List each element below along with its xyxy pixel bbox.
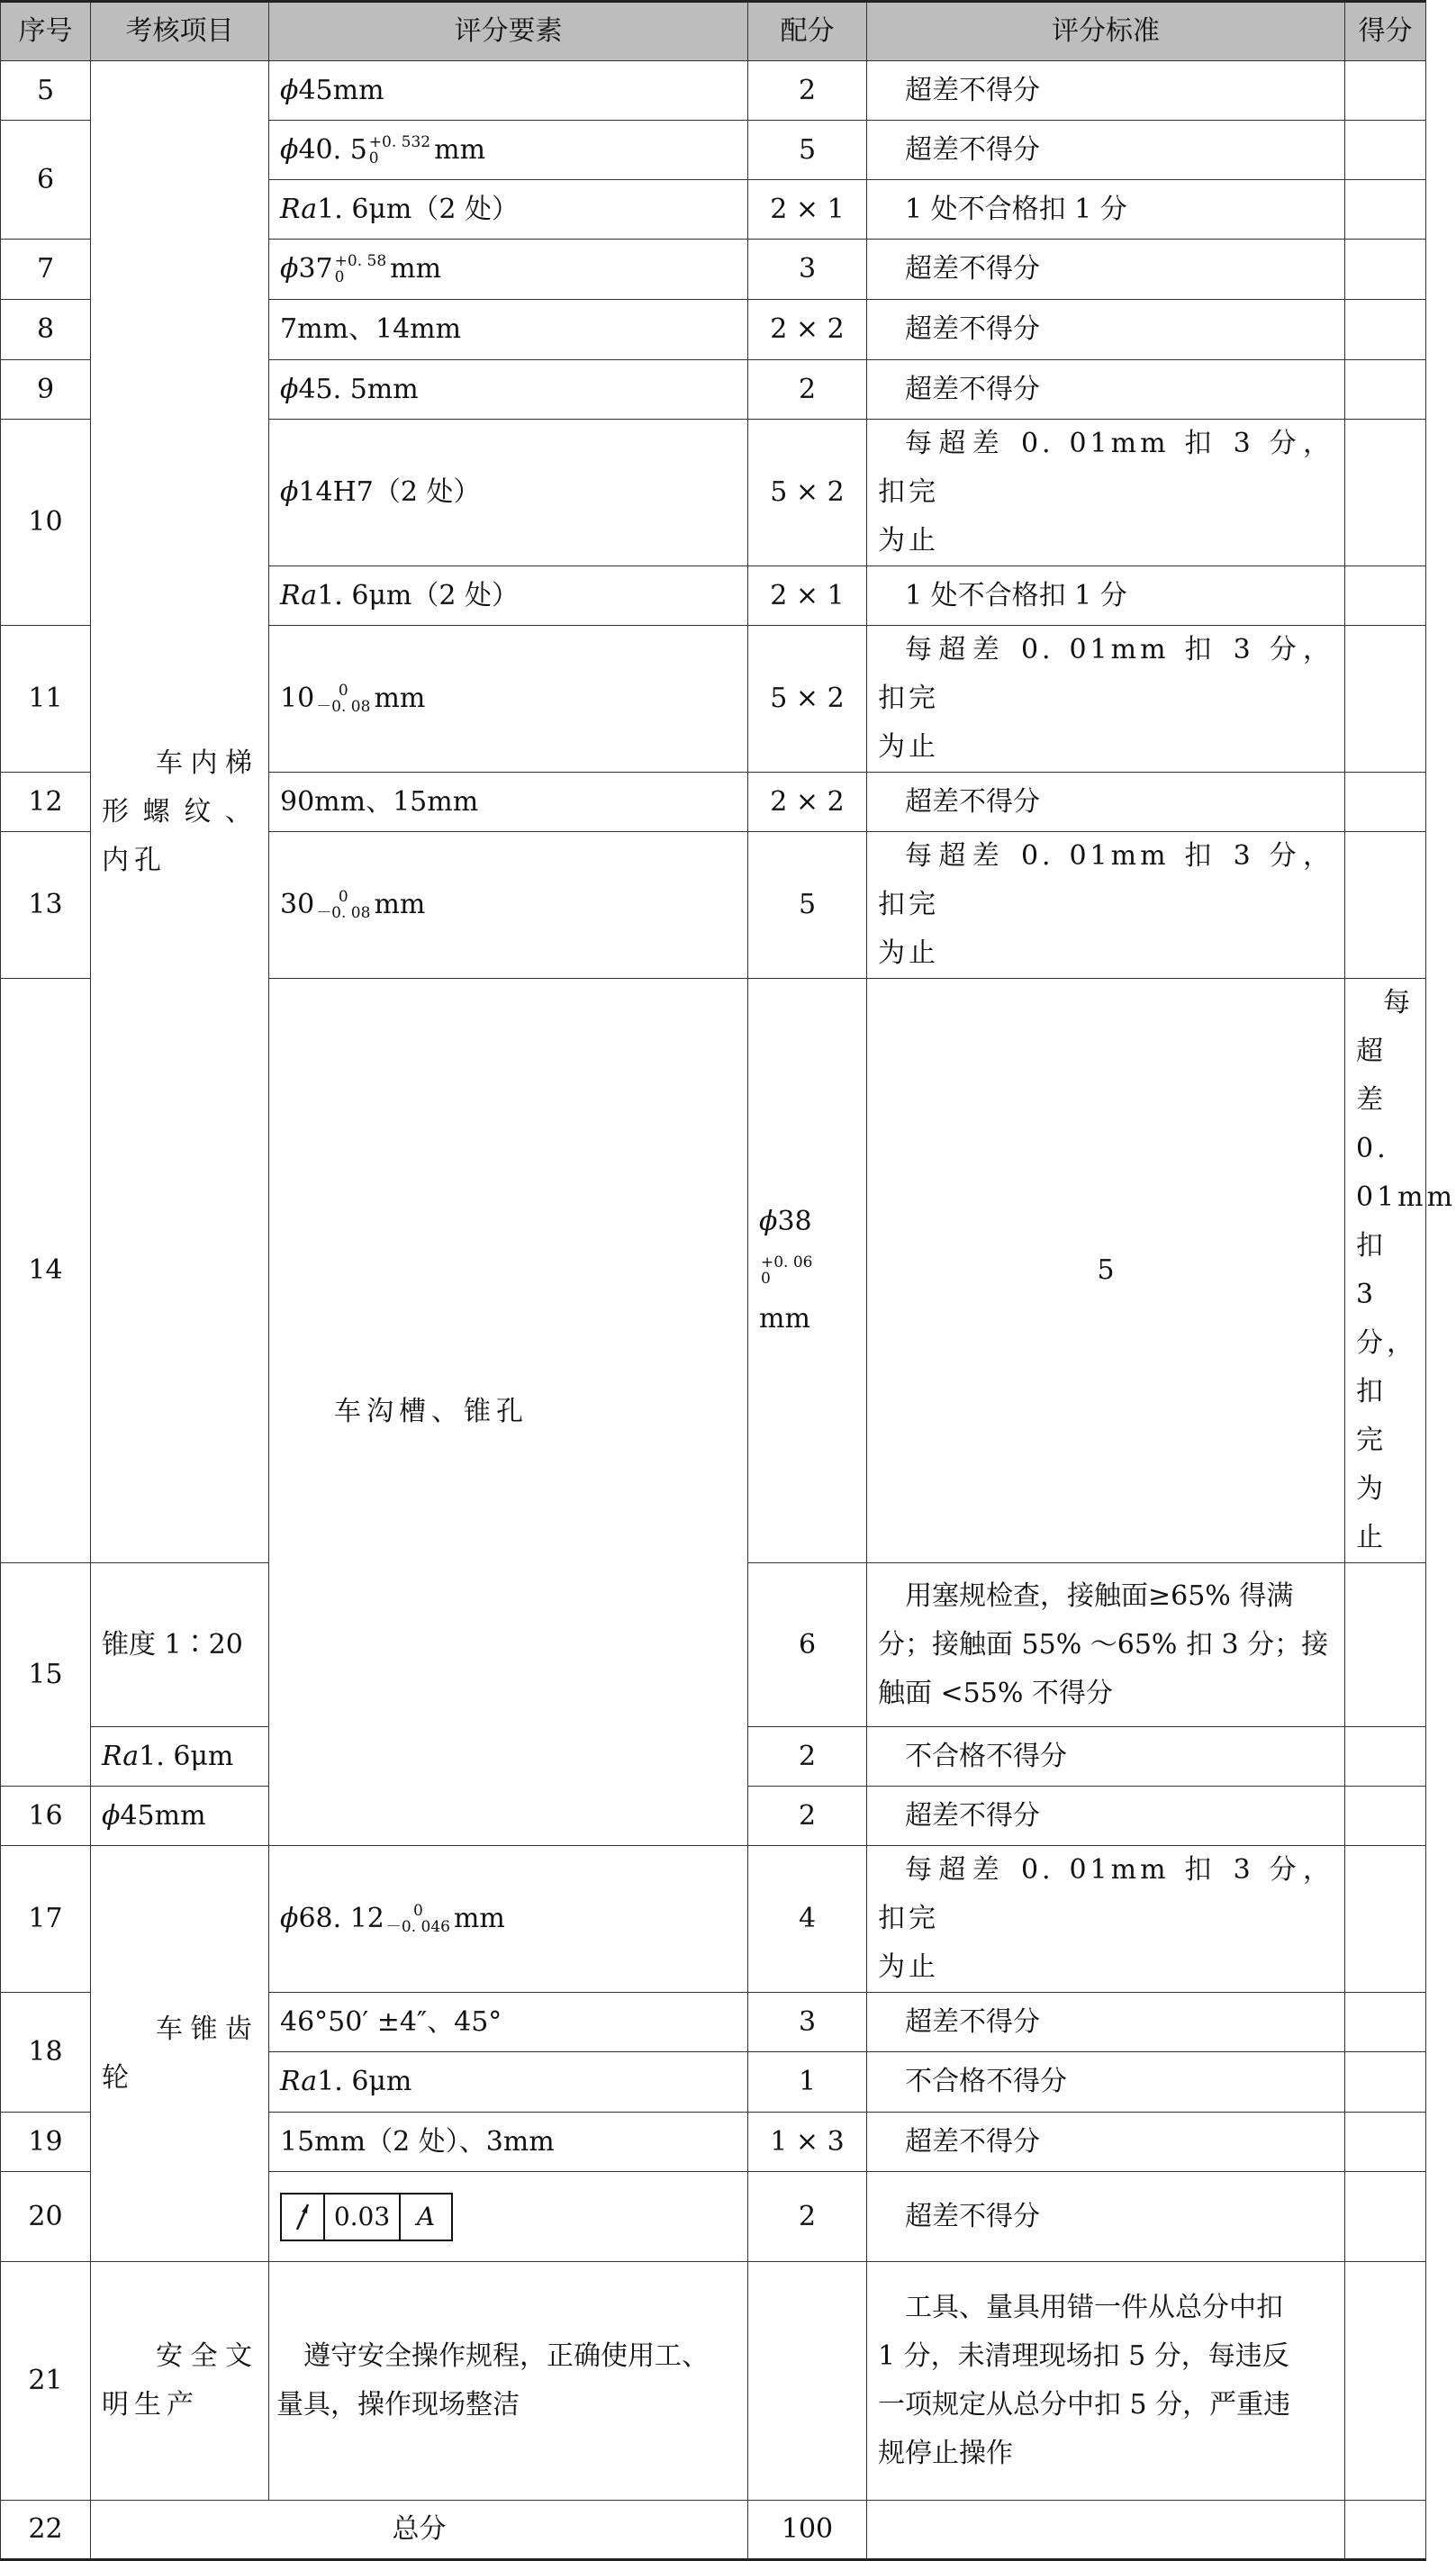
header-row xyxy=(1,2,1426,61)
dimension-text: 45. 5mm xyxy=(298,373,419,405)
points-cell: 2 xyxy=(748,61,867,121)
seq-cell: 11 xyxy=(1,626,91,773)
score-cell[interactable] xyxy=(1345,2172,1426,2262)
criteria-cell: 超差不得分 xyxy=(867,240,1345,300)
element-cell xyxy=(269,420,748,566)
score-cell[interactable] xyxy=(1345,1846,1426,1993)
element-cell: 15mm（2 处）、3mm xyxy=(269,2113,748,2172)
seq-cell: 7 xyxy=(1,240,91,300)
points-cell: 5 xyxy=(748,832,867,979)
project-cell-groove xyxy=(269,979,748,1846)
seq-cell: 22 xyxy=(1,2501,91,2560)
seq-cell: 10 xyxy=(1,420,91,626)
total-row xyxy=(1,2501,1426,2560)
table-row xyxy=(1,61,1426,121)
phi-symbol: ϕ xyxy=(759,1206,778,1237)
dimension-text: 30 xyxy=(280,889,315,920)
criteria-cell: 不合格不得分 xyxy=(867,1727,1345,1787)
tolerance-lower: －0. 08 xyxy=(316,904,371,922)
criteria-cell: 超差不得分 xyxy=(867,773,1345,832)
points-cell: 5 xyxy=(867,979,1345,1563)
score-cell[interactable] xyxy=(1345,121,1426,180)
criteria-line: 规停止操作 xyxy=(878,2438,1013,2469)
phi-symbol: ϕ xyxy=(280,1903,299,1934)
tolerance-upper: 0 xyxy=(338,682,348,701)
points-cell xyxy=(748,2262,867,2501)
points-cell: 5 × 2 xyxy=(748,626,867,773)
criteria-line: 1 分，未清理现场扣 5 分，每违反 xyxy=(878,2340,1289,2372)
criteria-cell: 超差不得分 xyxy=(867,1993,1345,2052)
phi-symbol: ϕ xyxy=(280,373,299,405)
unit-text: mm xyxy=(453,1903,505,1934)
score-cell[interactable] xyxy=(1345,240,1426,300)
dimension-text: 10 xyxy=(280,683,315,714)
project-label: 车内梯形螺纹、内孔 xyxy=(102,747,258,876)
score-cell[interactable] xyxy=(1345,1727,1426,1787)
criteria-cell: 超差不得分 xyxy=(867,61,1345,121)
criteria-line: 每超差 0. 01mm 扣 3 分，扣完 xyxy=(878,428,1334,508)
total-score-cell[interactable] xyxy=(1345,2501,1426,2560)
tolerance xyxy=(316,890,370,922)
seq-cell: 17 xyxy=(1,1846,91,1993)
datum-reference: A xyxy=(416,2201,436,2231)
element-cell xyxy=(269,832,748,979)
tolerance-lower: 0 xyxy=(761,1270,771,1288)
ra-symbol: Ra xyxy=(102,1740,140,1772)
criteria-line: 为止 xyxy=(878,1951,939,1983)
element-cell xyxy=(269,61,748,121)
seq-cell: 15 xyxy=(1,1563,91,1787)
score-cell[interactable] xyxy=(1345,2052,1426,2113)
score-cell[interactable] xyxy=(1345,1787,1426,1846)
unit-text: mm xyxy=(434,133,486,166)
score-cell[interactable] xyxy=(1345,180,1426,240)
score-cell[interactable] xyxy=(1345,2113,1426,2172)
ra-symbol: Ra xyxy=(280,2066,318,2097)
seq-cell: 14 xyxy=(1,979,91,1563)
project-cell-safety xyxy=(91,2262,269,2501)
element-cell xyxy=(269,566,748,626)
criteria-line: 每超差 0. 01mm 扣 3 分，扣完 xyxy=(878,634,1334,714)
header-score: 得分 xyxy=(1345,2,1426,61)
score-cell[interactable] xyxy=(1345,420,1426,566)
element-cell xyxy=(269,121,748,180)
criteria-cell: 超差不得分 xyxy=(867,2113,1345,2172)
criteria-cell: 超差不得分 xyxy=(867,121,1345,180)
tolerance-upper: +0. 532 xyxy=(368,132,431,151)
score-cell[interactable] xyxy=(1345,626,1426,773)
score-cell[interactable] xyxy=(1345,566,1426,626)
criteria-line: 一项规定从总分中扣 5 分，严重违 xyxy=(878,2389,1291,2421)
tolerance-lower: 0 xyxy=(368,149,379,167)
criteria-cell: 1 处不合格扣 1 分 xyxy=(867,180,1345,240)
criteria-line: 为止 xyxy=(1356,1473,1387,1553)
points-cell: 4 xyxy=(748,1846,867,1993)
header-element: 评分要素 xyxy=(269,2,748,61)
dimension-text: 68. 12 xyxy=(298,1903,384,1934)
roughness-text: 1. 6μm（2 处） xyxy=(317,193,519,225)
seq-cell: 19 xyxy=(1,2113,91,2172)
points-cell: 2 × 1 xyxy=(748,180,867,240)
element-cell xyxy=(269,1846,748,1993)
total-points: 100 xyxy=(748,2501,867,2560)
element-cell: 46°50′ ±4″、45° xyxy=(269,1993,748,2052)
phi-symbol: ϕ xyxy=(280,74,299,106)
seq-cell: 5 xyxy=(1,61,91,121)
criteria-line: 为止 xyxy=(878,937,939,969)
score-cell[interactable] xyxy=(1345,61,1426,121)
criteria-cell xyxy=(867,420,1345,566)
criteria-line: 为止 xyxy=(878,525,939,557)
criteria-cell xyxy=(867,1563,1345,1727)
roughness-text: 1. 6μm（2 处） xyxy=(317,579,519,611)
points-cell: 2 × 2 xyxy=(748,300,867,360)
feature-control-frame xyxy=(280,2193,453,2241)
circular-runout-icon xyxy=(282,2194,325,2240)
criteria-cell xyxy=(867,2501,1345,2560)
dimension-text: 45mm xyxy=(120,1799,206,1832)
total-label: 总分 xyxy=(91,2501,748,2560)
phi-symbol: ϕ xyxy=(280,253,299,285)
points-cell: 1 xyxy=(748,2052,867,2113)
points-cell: 2 × 2 xyxy=(748,773,867,832)
seq-cell: 6 xyxy=(1,121,91,240)
score-cell[interactable] xyxy=(1345,2262,1426,2501)
element-cell xyxy=(269,360,748,420)
points-cell: 2 × 1 xyxy=(748,566,867,626)
points-cell: 3 xyxy=(748,240,867,300)
score-cell[interactable] xyxy=(1345,1563,1426,1727)
criteria-line: 工具、量具用错一件从总分中扣 xyxy=(905,2292,1283,2323)
criteria-cell: 超差不得分 xyxy=(867,2172,1345,2262)
criteria-cell xyxy=(867,1846,1345,1993)
points-cell: 2 xyxy=(748,2172,867,2262)
tolerance-lower: －0. 08 xyxy=(316,698,371,716)
dimension-text: 45mm xyxy=(298,74,384,106)
element-cell xyxy=(269,626,748,773)
points-cell: 2 xyxy=(748,360,867,420)
criteria-line: 触面 <55% 不得分 xyxy=(878,1677,1113,1709)
points-cell: 1 × 3 xyxy=(748,2113,867,2172)
points-cell: 2 xyxy=(748,1787,867,1846)
unit-text: mm xyxy=(374,683,426,714)
element-cell xyxy=(269,240,748,300)
element-cell xyxy=(91,1727,269,1787)
tolerance-value: 0.03 xyxy=(325,2194,401,2240)
tolerance xyxy=(335,254,387,286)
unit-text: mm xyxy=(759,1303,810,1335)
phi-symbol: ϕ xyxy=(102,1799,121,1832)
element-line: 量具，操作现场整洁 xyxy=(276,2389,520,2421)
score-cell[interactable] xyxy=(1345,832,1426,979)
ra-symbol: Ra xyxy=(280,579,318,611)
project-cell-internal-thread xyxy=(91,61,269,1563)
score-cell[interactable] xyxy=(1345,360,1426,420)
dimension-text: 38 xyxy=(777,1206,812,1237)
project-cell-bevel-gear xyxy=(91,1846,269,2262)
element-cell xyxy=(748,979,867,1563)
tolerance-upper: +0. 58 xyxy=(334,252,387,271)
seq-cell: 16 xyxy=(1,1787,91,1846)
seq-cell: 12 xyxy=(1,773,91,832)
seq-cell: 21 xyxy=(1,2262,91,2501)
criteria-cell xyxy=(1345,979,1456,1563)
element-cell: 90mm、15mm xyxy=(269,773,748,832)
ra-symbol: Ra xyxy=(280,193,318,225)
header-criteria: 评分标准 xyxy=(867,2,1345,61)
header-project: 考核项目 xyxy=(91,2,269,61)
criteria-cell: 超差不得分 xyxy=(867,300,1345,360)
element-cell: 7mm、14mm xyxy=(269,300,748,360)
phi-symbol: ϕ xyxy=(280,476,299,508)
dimension-text: 37 xyxy=(298,253,333,285)
seq-cell: 20 xyxy=(1,2172,91,2262)
tolerance xyxy=(761,1255,813,1288)
seq-cell: 9 xyxy=(1,360,91,420)
criteria-line: 用塞规检查，接触面≥65% 得满 xyxy=(905,1579,1294,1612)
element-cell xyxy=(91,1787,269,1846)
header-seq: 序号 xyxy=(1,2,91,61)
score-cell[interactable] xyxy=(1345,1993,1426,2052)
seq-cell: 13 xyxy=(1,832,91,979)
unit-text: mm xyxy=(390,253,442,285)
points-cell: 6 xyxy=(748,1563,867,1727)
criteria-cell xyxy=(867,626,1345,773)
tolerance-lower: 0 xyxy=(334,268,345,286)
points-cell: 2 xyxy=(748,1727,867,1787)
element-line: 遵守安全操作规程，正确使用工、 xyxy=(303,2340,709,2372)
tolerance-upper: +0. 06 xyxy=(761,1253,813,1272)
criteria-cell: 不合格不得分 xyxy=(867,2052,1345,2113)
dimension-text: 14H7（2 处） xyxy=(298,476,481,508)
element-cell xyxy=(269,2052,748,2113)
roughness-text: 1. 6μm xyxy=(139,1740,234,1772)
tolerance-upper: 0 xyxy=(413,1902,423,1921)
criteria-line: 每超差 0. 01mm 扣 3 分，扣完 xyxy=(878,1854,1334,1934)
tolerance xyxy=(386,1904,450,1936)
element-cell xyxy=(269,180,748,240)
phi-symbol: ϕ xyxy=(280,133,299,166)
criteria-line: 分；接触面 55% ～65% 扣 3 分；接 xyxy=(878,1628,1329,1661)
tolerance-upper: 0 xyxy=(338,888,348,907)
criteria-cell: 超差不得分 xyxy=(867,1787,1345,1846)
score-cell[interactable] xyxy=(1345,300,1426,360)
criteria-cell xyxy=(867,2262,1345,2501)
roughness-text: 1. 6μm xyxy=(317,2066,412,2097)
project-label: 车沟槽、锥孔 xyxy=(334,1396,529,1427)
points-cell: 3 xyxy=(748,1993,867,2052)
tolerance-lower: －0. 046 xyxy=(385,1918,450,1936)
element-cell xyxy=(269,2172,748,2262)
tolerance xyxy=(316,683,370,716)
criteria-cell: 1 处不合格扣 1 分 xyxy=(867,566,1345,626)
seq-cell: 18 xyxy=(1,1993,91,2113)
dimension-text: 40. 5 xyxy=(298,133,367,166)
criteria-line: 每超差 0. 01mm 扣 3 分，扣完 xyxy=(878,840,1334,920)
project-label: 安全文明生产 xyxy=(102,2340,258,2421)
element-cell: 锥度 1∶20 xyxy=(91,1563,269,1727)
table-row xyxy=(1,1846,1426,1993)
criteria-cell: 超差不得分 xyxy=(867,360,1345,420)
criteria-line: 每超差 0. 01mm 扣 3 分，扣完 xyxy=(1356,987,1456,1456)
seq-cell: 8 xyxy=(1,300,91,360)
unit-text: mm xyxy=(374,889,426,920)
criteria-cell xyxy=(867,832,1345,979)
criteria-line: 为止 xyxy=(878,731,939,763)
table-row xyxy=(1,2262,1426,2501)
points-cell: 5 xyxy=(748,121,867,180)
header-points: 配分 xyxy=(748,2,867,61)
project-label: 车锥齿轮 xyxy=(102,2013,258,2094)
element-cell xyxy=(269,2262,748,2501)
score-cell[interactable] xyxy=(1345,773,1426,832)
tolerance xyxy=(368,132,431,167)
points-cell: 5 × 2 xyxy=(748,420,867,566)
